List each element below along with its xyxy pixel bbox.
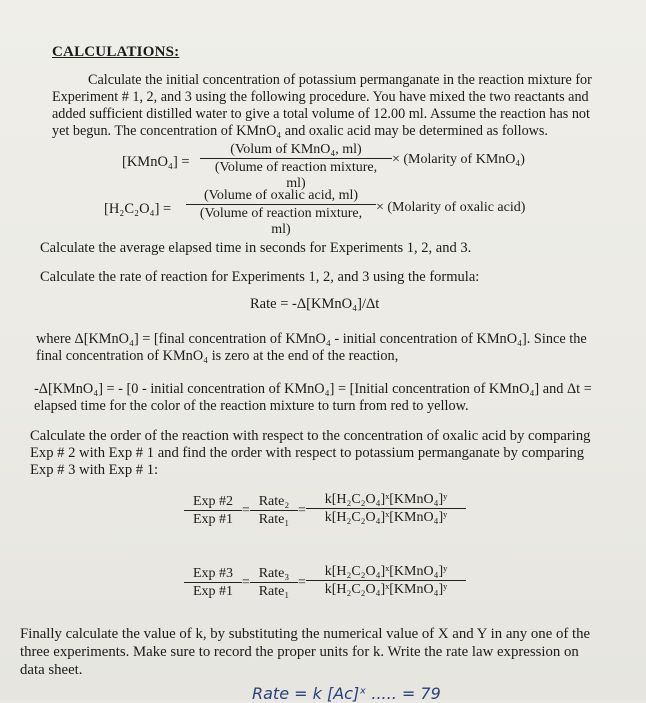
- ratio2-exp-den: Exp #1: [184, 582, 242, 600]
- ratio1-rate-num: Rate₂: [258, 494, 290, 509]
- step-rate: Calculate the rate of reaction for Experiments 1, 2, and 3 using the formula:: [40, 269, 480, 285]
- kmno4-denominator: (Volume of reaction mixture, ml): [200, 158, 392, 192]
- kmno4-fraction: [200, 142, 392, 192]
- neg-delta-line-1: -Δ[KMnO₄] = - [0 - initial concentration of KMnO₄] = [Initial concentration of KMnO₄] and Δt =: [34, 381, 592, 397]
- ratio1-k: [306, 492, 466, 526]
- oxalic-denominator: (Volume of reaction mixture, ml): [186, 204, 376, 238]
- finally-line-3: data sheet.: [20, 662, 83, 678]
- section-heading: CALCULATIONS:: [52, 44, 180, 60]
- ratio2-k-den: k[H₂C₂O₄]ˣ[KMnO₄]ʸ: [306, 580, 466, 598]
- intro-line-1: Calculate the initial concentration of potassium permanganate in the reaction mixture for: [88, 72, 592, 88]
- order-line-1: Calculate the order of the reaction with respect to the concentration of oxalic acid by comparing: [30, 428, 591, 444]
- oxalic-numerator: (Volume of oxalic acid, ml): [203, 188, 359, 203]
- ratio1-k-den: k[H₂C₂O₄]ˣ[KMnO₄]ʸ: [306, 508, 466, 526]
- intro-line-3: added sufficient distilled water to give a total volume of 12.00 ml. Assume the reaction has not: [52, 106, 590, 122]
- ratio2-eq-1: =: [242, 575, 250, 590]
- ratio2-k: [306, 564, 466, 598]
- oxalic-fraction: [186, 188, 376, 238]
- ratio2-exp: [184, 566, 242, 600]
- order-line-2: Exp # 2 with Exp # 1 and find the order with respect to potassium permanganate by comparing: [30, 445, 585, 461]
- handwritten-note: Rate = k [Ac]ˣ ..... = 79: [252, 684, 441, 703]
- rate-formula: Rate = -Δ[KMnO₄]/Δt: [250, 296, 380, 312]
- ratio1-exp: [184, 494, 242, 528]
- ratio1-rate: [250, 494, 298, 528]
- step-elapsed-time: Calculate the average elapsed time in seconds for Experiments 1, 2, and 3.: [40, 240, 472, 256]
- ratio2-rate-num: Rate₃: [258, 566, 290, 581]
- ratio2-rate-den: Rate₁: [250, 582, 298, 600]
- ratio2-exp-num: Exp #3: [192, 566, 234, 581]
- finally-line-2: three experiments. Make sure to record the proper units for k. Write the rate law expression on: [20, 644, 579, 660]
- where-line-1: where Δ[KMnO₄] = [final concentration of KMnO₄ - initial concentration of KMnO₄]. Since the: [36, 331, 587, 347]
- ratio1-exp-num: Exp #2: [192, 494, 234, 509]
- kmno4-lhs: [KMnO₄] =: [122, 154, 190, 170]
- neg-delta-line-2: elapsed time for the color of the reaction mixture to turn from red to yellow.: [34, 398, 469, 414]
- finally-line-1: Finally calculate the value of k, by substituting the numerical value of X and Y in any one of the: [20, 626, 591, 642]
- oxalic-lhs: [H₂C₂O₄] =: [104, 201, 172, 217]
- order-line-3: Exp # 3 with Exp # 1:: [30, 462, 159, 478]
- ratio1-eq-2: =: [298, 503, 306, 518]
- ratio1-rate-den: Rate₁: [250, 510, 298, 528]
- ratio1-exp-den: Exp #1: [184, 510, 242, 528]
- ratio1-eq-1: =: [242, 503, 250, 518]
- ratio2-rate: [250, 566, 298, 600]
- where-line-2: final concentration of KMnO₄ is zero at the end of the reaction,: [36, 348, 399, 364]
- kmno4-rhs: × (Molarity of KMnO₄): [392, 152, 525, 167]
- ratio2-k-num: k[H₂C₂O₄]ˣ[KMnO₄]ʸ: [324, 564, 448, 579]
- intro-line-4: yet begun. The concentration of KMnO₄ and oxalic acid may be determined as follows.: [52, 123, 548, 139]
- oxalic-rhs: × (Molarity of oxalic acid): [376, 200, 526, 215]
- intro-line-2: Experiment # 1, 2, and 3 using the following procedure. You have mixed the two reactants and: [52, 89, 589, 105]
- kmno4-numerator: (Volum of KMnO₄, ml): [230, 142, 362, 157]
- ratio1-k-num: k[H₂C₂O₄]ˣ[KMnO₄]ʸ: [324, 492, 448, 507]
- ratio2-eq-2: =: [298, 575, 306, 590]
